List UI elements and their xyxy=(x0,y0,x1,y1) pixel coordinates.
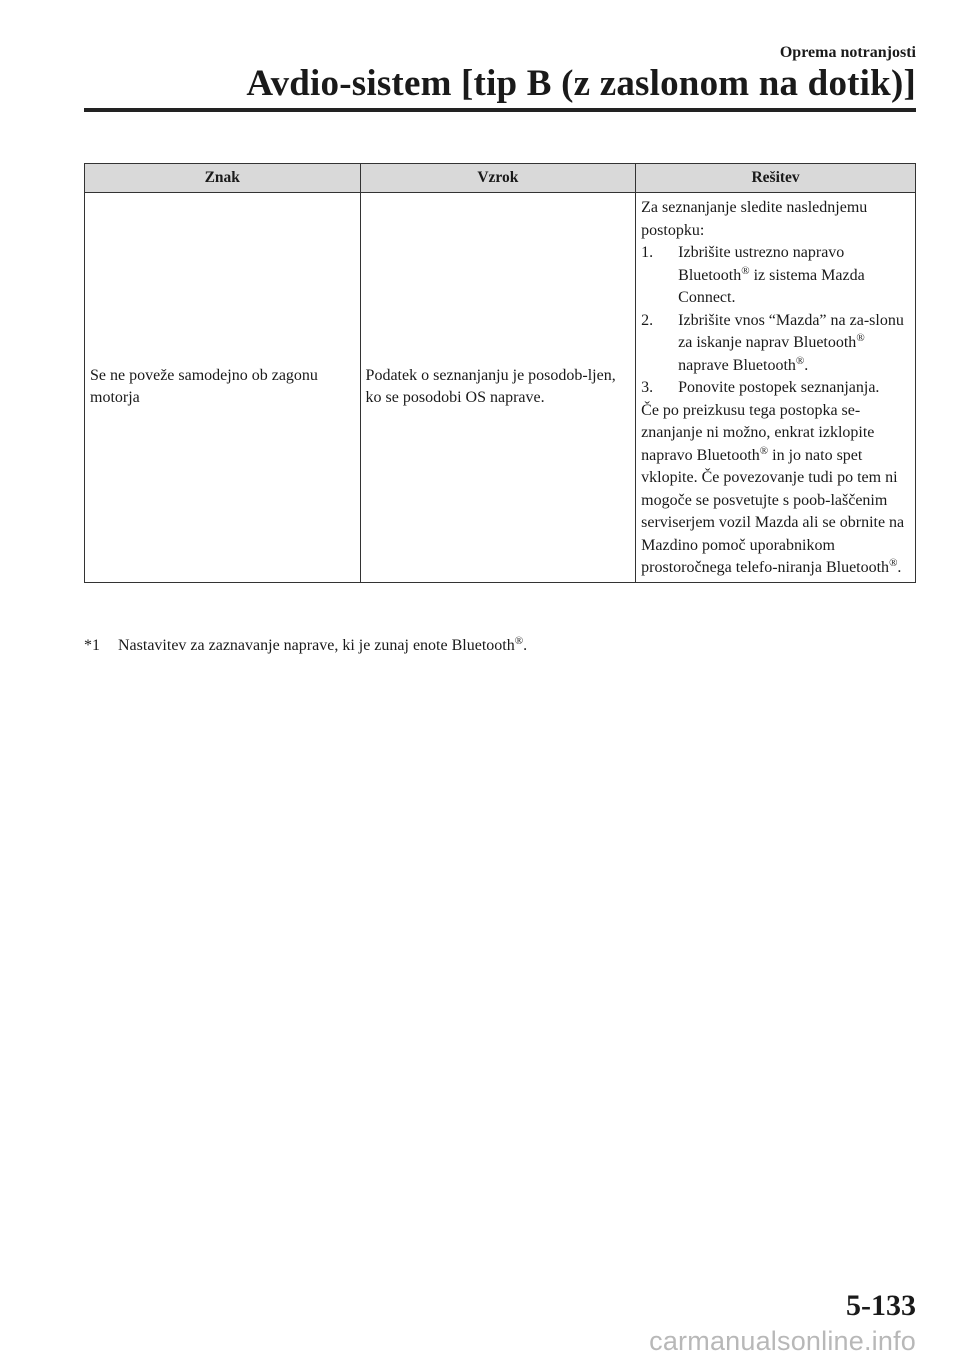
page-title: Avdio-sistem [tip B (z zaslonom na dotik)] xyxy=(246,63,916,104)
solution-intro: Za seznanjanje sledite naslednjemu postopku: xyxy=(641,199,868,239)
cell-cause: Podatek o seznanjanju je posodob-ljen, ko se posodobi OS naprave. xyxy=(360,193,636,583)
header-divider xyxy=(84,108,916,112)
footnote-marker: *1 xyxy=(84,637,100,654)
footnote xyxy=(84,637,527,655)
column-header-cause: Vzrok xyxy=(360,164,636,193)
solution-outro: Če po preizkusu tega postopka se-znanjanje ni možno, enkrat izklopite napravo Bluetooth® in jo nato spet vklopite. Če povezovanje tudi po tem ni mogoče se posvetujte s poob-laščenim serviserjem vozil Mazda ali se obrnite na Mazdino pomoč uporabnikom prostoročnega telefo-niranja Bluetooth®. xyxy=(641,401,905,576)
list-item xyxy=(641,242,911,310)
list-item xyxy=(641,310,911,378)
step-number: 2. xyxy=(641,311,654,329)
column-header-sign: Znak xyxy=(85,164,361,193)
footnote-text: Nastavitev za zaznavanje naprave, ki je zunaj enote Bluetooth®. xyxy=(118,635,528,654)
step-text: Izbrišite vnos “Mazda” na za-slonu za iskanje naprav Bluetooth® naprave Bluetooth®. xyxy=(678,311,904,374)
watermark: carmanualsonline.info xyxy=(649,1326,916,1356)
solution-steps xyxy=(641,242,911,400)
page-number: 5-133 xyxy=(846,1289,916,1322)
troubleshooting-table xyxy=(84,163,916,583)
column-header-solution: Rešitev xyxy=(636,164,916,193)
step-number: 1. xyxy=(641,244,654,261)
table-row xyxy=(85,193,916,583)
table-header-row xyxy=(85,164,916,193)
cell-solution xyxy=(636,193,916,583)
cell-sign: Se ne poveže samodejno ob zagonu motorja xyxy=(85,193,361,583)
list-item xyxy=(641,377,911,400)
step-text: Izbrišite ustrezno napravo Bluetooth® iz sistema Mazda Connect. xyxy=(678,244,865,306)
section-title: Oprema notranjosti xyxy=(779,44,916,61)
step-text: Ponovite postopek seznanjanja. xyxy=(678,379,880,396)
step-number: 3. xyxy=(641,379,654,396)
